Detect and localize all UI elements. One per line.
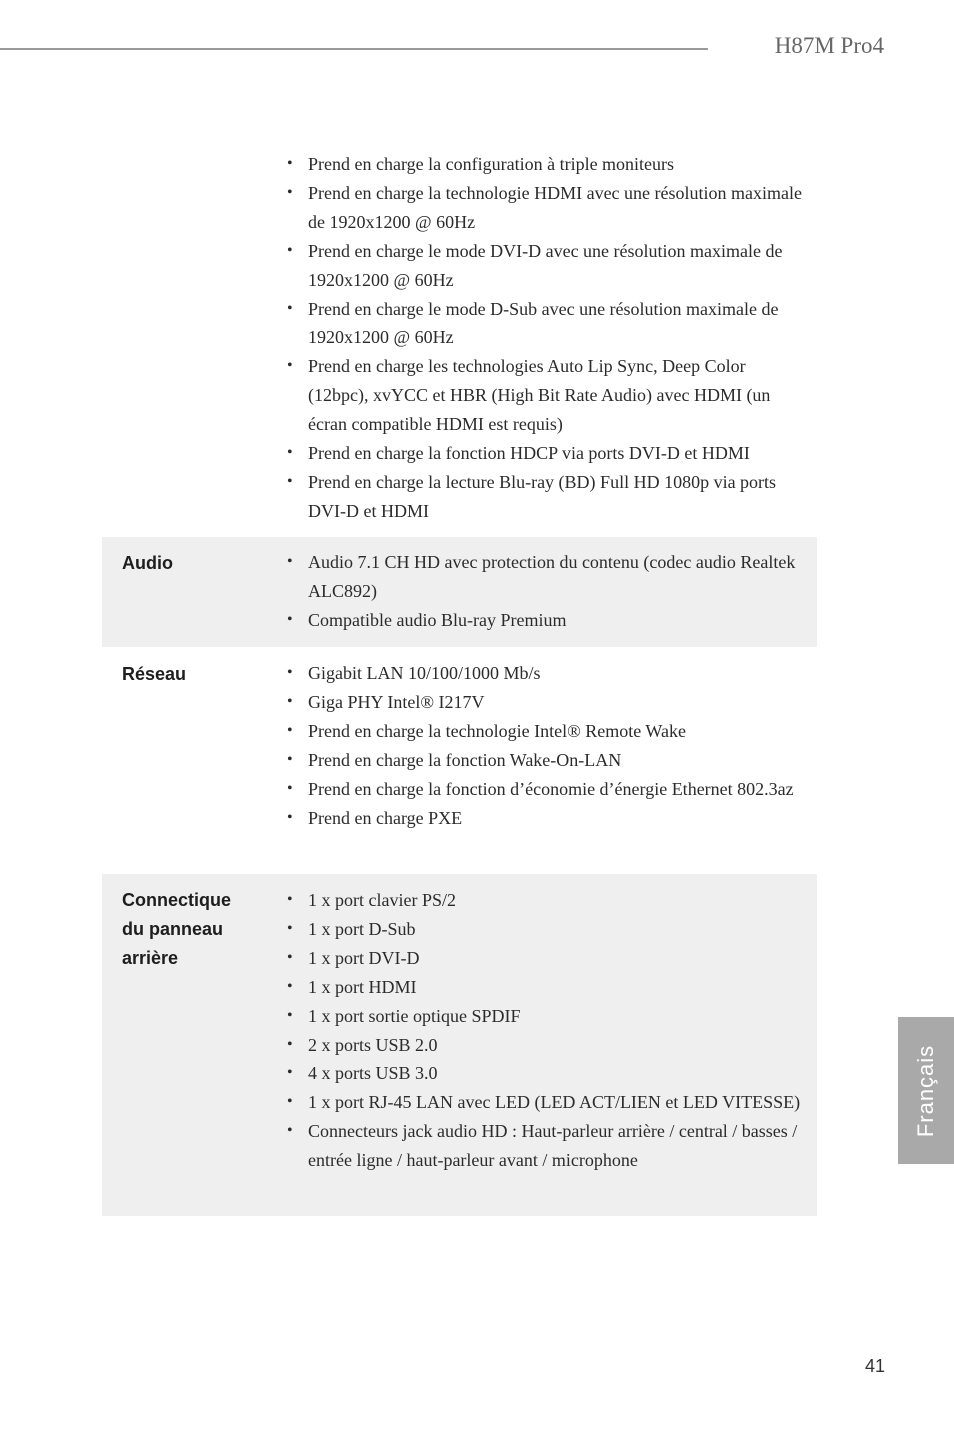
language-tab-label: Français xyxy=(913,1044,938,1137)
list-item: • Prend en charge PXE xyxy=(308,804,808,833)
list-item: • Prend en charge la technologie HDMI avec une résolution maximale de 1920x1200 @ 60Hz xyxy=(308,179,808,237)
network-label: Réseau xyxy=(122,664,187,684)
list-item: • Prend en charge le mode D-Sub avec une résolution maximale de 1920x1200 @ 60Hz xyxy=(308,295,808,353)
list-item: • 1 x port RJ-45 LAN avec LED (LED ACT/LIEN et LED VITESSE) xyxy=(308,1088,808,1117)
list-item: • 1 x port sortie optique SPDIF xyxy=(308,1002,808,1031)
section-network xyxy=(102,648,817,873)
list-item: • 1 x port DVI-D xyxy=(308,944,808,973)
list-item: • 4 x ports USB 3.0 xyxy=(308,1059,808,1088)
rear-panel-label-line: arrière xyxy=(122,948,179,968)
header-rule xyxy=(0,48,708,50)
rear-panel-label-line: du panneau xyxy=(122,919,224,939)
list-item: • Prend en charge la fonction Wake-On-LAN xyxy=(308,746,808,775)
model-title: H87M Pro4 xyxy=(774,33,884,58)
list-item: • 1 x port clavier PS/2 xyxy=(308,886,808,915)
list-item: • Prend en charge la fonction HDCP via ports DVI-D et HDMI xyxy=(308,439,808,468)
list-item: • Giga PHY Intel® I217V xyxy=(308,688,808,717)
list-item: • Gigabit LAN 10/100/1000 Mb/s xyxy=(308,659,808,688)
rear-panel-list xyxy=(308,886,808,1175)
page-number: 41 xyxy=(864,1356,885,1376)
list-item: • 2 x ports USB 2.0 xyxy=(308,1031,808,1060)
list-item: • Prend en charge la fonction d’économie d’énergie Ethernet 802.3az xyxy=(308,775,808,804)
audio-label: Audio xyxy=(122,553,173,573)
list-item: • 1 x port HDMI xyxy=(308,973,808,1002)
list-item: • Prend en charge la lecture Blu-ray (BD) Full HD 1080p via ports DVI-D et HDMI xyxy=(308,468,808,526)
section-graphics-continued xyxy=(102,150,817,535)
network-list xyxy=(308,659,808,832)
rear-panel-label-line: Connectique xyxy=(122,890,232,910)
section-rear-panel xyxy=(102,874,817,1216)
list-item: • Prend en charge la technologie Intel® Remote Wake xyxy=(308,717,808,746)
list-item: • Prend en charge le mode DVI-D avec une résolution maximale de 1920x1200 @ 60Hz xyxy=(308,237,808,295)
rear-panel-label xyxy=(122,886,231,973)
list-item: • Compatible audio Blu-ray Premium xyxy=(308,606,808,635)
list-item: • Connecteurs jack audio HD : Haut-parleur arrière / central / basses / entrée ligne / haut-parleur avant / microphone xyxy=(308,1117,808,1175)
list-item: • Prend en charge les technologies Auto Lip Sync, Deep Color (12bpc), xvYCC et HBR (High Bit Rate Audio) avec HDMI (un écran compatible HDMI est requis) xyxy=(308,352,808,439)
list-item: • Prend en charge la configuration à triple moniteurs xyxy=(308,150,808,179)
graphics-list xyxy=(308,150,808,526)
list-item: • Audio 7.1 CH HD avec protection du contenu (codec audio Realtek ALC892) xyxy=(308,548,808,606)
language-tab xyxy=(898,1017,954,1164)
list-item: • 1 x port D-Sub xyxy=(308,915,808,944)
audio-list xyxy=(308,548,808,635)
section-audio xyxy=(102,537,817,647)
